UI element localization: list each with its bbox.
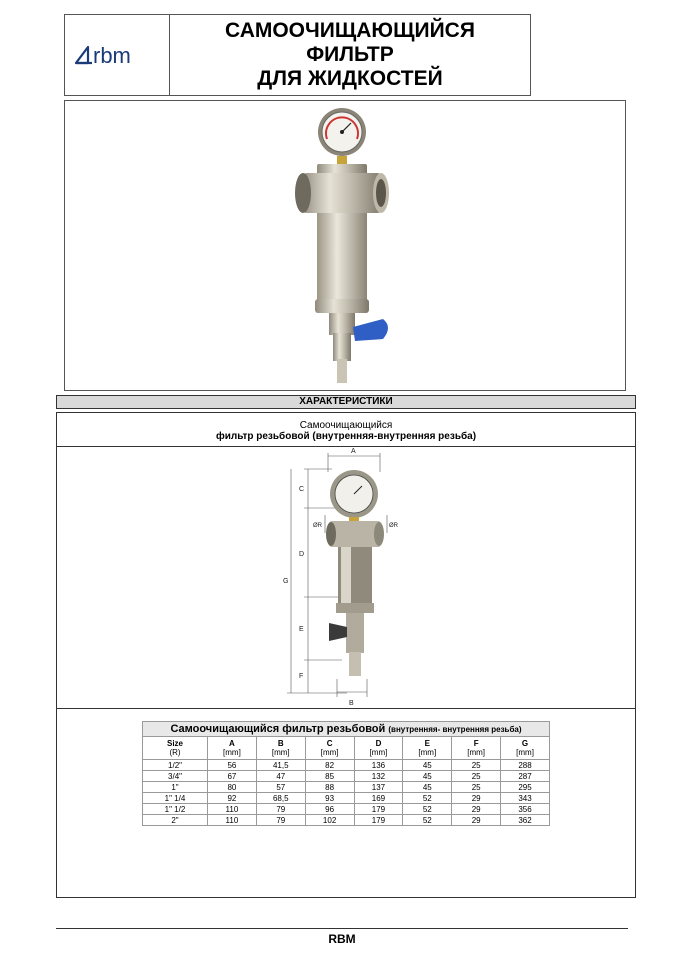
table-cell: 3/4": [143, 771, 208, 782]
table-cell: 102: [305, 815, 354, 826]
header-name: F: [473, 739, 479, 748]
header-unit: [mm]: [516, 748, 534, 757]
table-cell: 45: [403, 782, 452, 793]
table-cell: 136: [354, 760, 403, 771]
table-cell: 57: [256, 782, 305, 793]
dim-label-b: B: [349, 700, 354, 707]
footer-divider: [56, 928, 628, 929]
table-cell: 88: [305, 782, 354, 793]
header-unit: [mm]: [369, 748, 388, 757]
table-cell: 2": [143, 815, 208, 826]
table-header-cell: [403, 737, 452, 760]
table-cell: 68,5: [256, 793, 305, 804]
table-caption-sub: (внутренняя- внутренняя резьба): [388, 724, 522, 734]
dim-label-g: G: [283, 578, 289, 585]
table-caption: [143, 722, 550, 737]
header-unit: [mm]: [271, 748, 290, 757]
table-cell: 25: [452, 782, 501, 793]
table-cell: 45: [403, 760, 452, 771]
dim-label-c: C: [299, 486, 305, 493]
valve-handle: [353, 319, 388, 341]
table-cell: 179: [354, 815, 403, 826]
table-header-cell: [501, 737, 550, 760]
header-unit: [mm]: [223, 748, 241, 757]
table-header-cell: [305, 737, 354, 760]
table-cell: 288: [501, 760, 550, 771]
table-caption-main: Самоочищающийся фильтр резьбовой: [170, 722, 386, 735]
dim-label-d: D: [299, 551, 305, 558]
table-cell: 52: [403, 815, 452, 826]
table-header-cell: [452, 737, 501, 760]
table-row: [143, 760, 550, 771]
header-name: G: [521, 739, 529, 748]
document-header: [64, 14, 531, 96]
table-cell: 29: [452, 793, 501, 804]
title-cell: [170, 15, 530, 95]
table-cell: 25: [452, 771, 501, 782]
drawing-title-line2: фильтр резьбовой (внутренняя-внутренняя резьба): [215, 431, 477, 442]
table-header-row: [143, 737, 550, 760]
table-header-cell: [143, 737, 208, 760]
footer-brand: RBM: [328, 932, 356, 946]
table-cell: 137: [354, 782, 403, 793]
table-cell: 79: [256, 804, 305, 815]
header-name: E: [424, 739, 430, 748]
drawing-title: [57, 413, 635, 447]
header-unit: [mm]: [418, 748, 437, 757]
table-cell: 52: [403, 793, 452, 804]
table-cell: 56: [208, 760, 257, 771]
rbm-logo: [74, 43, 160, 67]
dim-label-f: F: [299, 673, 304, 680]
dim-label-a: A: [351, 448, 356, 455]
header-name: C: [326, 739, 333, 748]
table-cell: 96: [305, 804, 354, 815]
table-row: [143, 804, 550, 815]
table-cell: 295: [501, 782, 550, 793]
header-name: D: [375, 739, 382, 748]
table-row: [143, 782, 550, 793]
table-cell: 29: [452, 804, 501, 815]
dim-label-r-left: ØR: [313, 523, 322, 529]
table-cell: 79: [256, 815, 305, 826]
logo-text: rbm: [93, 43, 131, 67]
table-row: [143, 793, 550, 804]
header-name: B: [277, 739, 284, 748]
table-row: [143, 815, 550, 826]
specification-box: [56, 412, 636, 898]
dim-label-r-right: ØR: [389, 523, 398, 529]
header-name: A: [229, 739, 235, 748]
table-cell: 29: [452, 815, 501, 826]
header-name: Size: [166, 739, 183, 748]
table-row: [143, 771, 550, 782]
table-cell: 41,5: [256, 760, 305, 771]
table-cell: 93: [305, 793, 354, 804]
table-cell: 47: [256, 771, 305, 782]
document-title: САМООЧИЩАЮЩИЙСЯ ФИЛЬТР ДЛЯ ЖИДКОСТЕЙ: [225, 19, 475, 90]
filter-photo-illustration: [65, 101, 627, 392]
table-cell: 1" 1/2: [143, 804, 208, 815]
dimension-drawing: [57, 447, 635, 709]
table-cell: 179: [354, 804, 403, 815]
table-cell: 1/2": [143, 760, 208, 771]
product-photo: [64, 100, 626, 391]
table-cell: 82: [305, 760, 354, 771]
table-cell: 132: [354, 771, 403, 782]
technical-drawing: [57, 447, 635, 709]
table-cell: 85: [305, 771, 354, 782]
header-unit: [mm]: [467, 748, 486, 757]
table-cell: 80: [208, 782, 257, 793]
table-cell: 287: [501, 771, 550, 782]
table-header-cell: [354, 737, 403, 760]
dimensions-table: [142, 721, 550, 826]
header-unit: [mm]: [320, 748, 339, 757]
table-cell: 1" 1/4: [143, 793, 208, 804]
header-unit: (R): [169, 748, 181, 757]
table-caption-row: [143, 722, 550, 737]
pressure-gauge: [318, 108, 366, 164]
table-cell: 343: [501, 793, 550, 804]
table-cell: 52: [403, 804, 452, 815]
table-cell: 110: [208, 804, 257, 815]
dim-label-e: E: [299, 626, 304, 633]
table-cell: 356: [501, 804, 550, 815]
table-cell: 45: [403, 771, 452, 782]
table-cell: 25: [452, 760, 501, 771]
table-header-cell: [256, 737, 305, 760]
logo-cell: [65, 15, 170, 95]
table-cell: 169: [354, 793, 403, 804]
table-cell: 92: [208, 793, 257, 804]
table-cell: 67: [208, 771, 257, 782]
table-cell: 110: [208, 815, 257, 826]
table-cell: 362: [501, 815, 550, 826]
table-header-cell: [208, 737, 257, 760]
drawing-title-line1: Самоочищающийся: [299, 420, 393, 431]
section-title-bar: ХАРАКТЕРИСТИКИ: [56, 395, 636, 409]
table-cell: 1": [143, 782, 208, 793]
